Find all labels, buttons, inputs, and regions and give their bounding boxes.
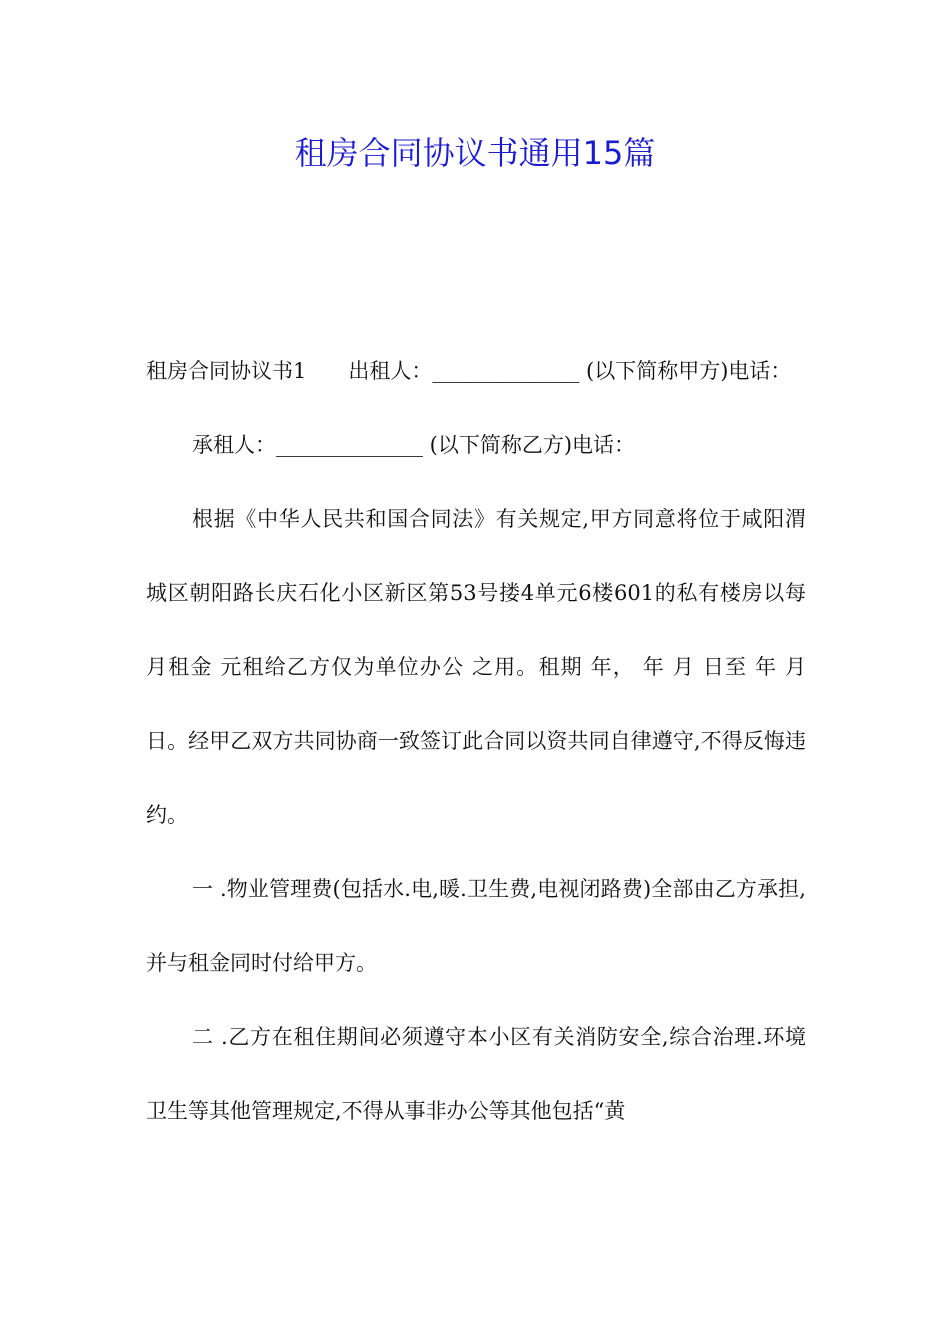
paragraph-clause-2: 二 .乙方在租住期间必须遵守本小区有关消防安全,综合治理.环境卫生等其他管理规定,不得从事非办公等其他包括“黄: [146, 1025, 806, 1123]
paragraph-tenant: 承租人：______________ (以下简称乙方)电话：: [192, 433, 636, 457]
document-body: [146, 334, 806, 1148]
paragraph-clause-1: 一 .物业管理费(包括水.电,暖.卫生费,电视闭路费)全部由乙方承担,并与租金同时付给甲方。: [146, 877, 806, 975]
paragraph-basis: 根据《中华人民共和国合同法》有关规定,甲方同意将位于咸阳渭城区朝阳路长庆石化小区新区第53号搂4单元6楼601的私有楼房以每月租金 元租给乙方仅为单位办公 之用。租期 年， 年 月 日至 年 月 日。经甲乙双方共同协商一致签订此合同以资共同自律遵守,不得反悔违约。: [146, 507, 806, 827]
document-title: 租房合同协议书通用15篇: [294, 134, 656, 172]
paragraph-intro: 租房合同协议书1 出租人：______________ (以下简称甲方)电话：: [146, 359, 792, 383]
